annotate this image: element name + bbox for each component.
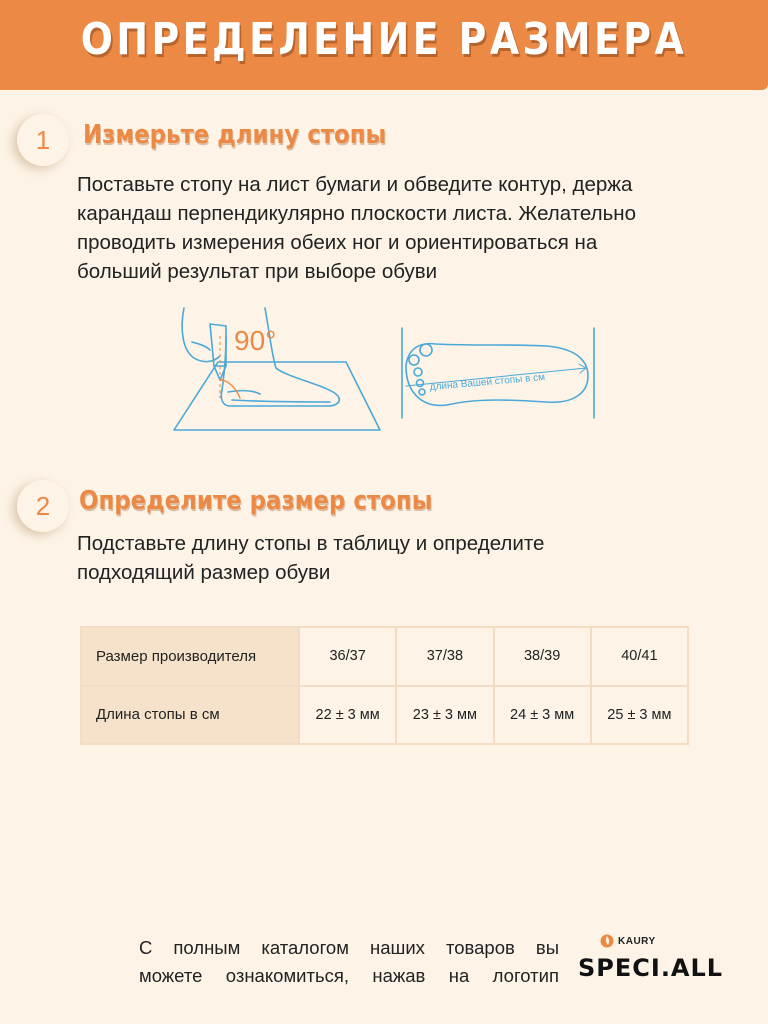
brand-logo-link[interactable]	[578, 932, 732, 984]
speciall-logo-text: SPECI.ALL	[578, 954, 724, 982]
kaury-text: KAURY	[618, 935, 656, 947]
pencil-shape	[210, 324, 226, 366]
length-label: длина Вашей стопы в см	[429, 371, 546, 393]
table-row	[81, 627, 688, 686]
flame-icon	[600, 934, 614, 948]
step-2-line: подходящий размер обуви	[77, 561, 331, 584]
angle-label: 90°	[234, 325, 277, 356]
step-1-number: 1	[35, 125, 51, 155]
page-title: ОПРЕДЕЛЕНИЕ РАЗМЕРА	[80, 14, 688, 65]
table-cell: 37/38	[396, 627, 493, 686]
step-2-title: Определите размер стопы	[79, 486, 433, 516]
row-label: Размер производителя	[81, 627, 299, 686]
table-cell: 38/39	[494, 627, 591, 686]
table-cell: 22 ± 3 мм	[299, 686, 396, 745]
foot-measuring-illustration	[170, 306, 386, 436]
step-1-badge	[17, 114, 69, 166]
step-1-title: Измерьте длину стопы	[83, 120, 387, 150]
step-2-text	[77, 529, 717, 587]
catalog-note-line: можете ознакомиться, нажав на логотип	[139, 965, 559, 986]
paper-sheet-shape	[174, 362, 380, 430]
step-1-line: карандаш перпендикулярно плоскости листа. Желательно	[77, 202, 636, 225]
step-2-line: Подставьте длину стопы в таблицу и определите	[77, 532, 545, 555]
table-cell: 25 ± 3 мм	[591, 686, 688, 745]
table-cell: 40/41	[591, 627, 688, 686]
step-1-line: Поставьте стопу на лист бумаги и обведите контур, держа	[77, 173, 633, 196]
catalog-note	[139, 934, 559, 990]
step-2-badge	[17, 480, 69, 532]
step-1-text	[77, 170, 717, 286]
table-cell: 36/37	[299, 627, 396, 686]
header-banner	[0, 0, 768, 90]
step-1-line: проводить измерения обеих ног и ориентироваться на	[77, 231, 598, 254]
catalog-note-line: С полным каталогом наших товаров вы	[139, 937, 559, 958]
row-label: Длина стопы в см	[81, 686, 299, 745]
step-1-line: больший результат при выборе обуви	[77, 260, 438, 283]
table-cell: 24 ± 3 мм	[494, 686, 591, 745]
table-cell: 23 ± 3 мм	[396, 686, 493, 745]
size-table	[80, 626, 689, 745]
foot-contour-shape	[406, 344, 588, 406]
foot-length-illustration	[396, 326, 602, 420]
kaury-logo	[600, 934, 656, 948]
step-2-number: 2	[35, 491, 51, 521]
table-row	[81, 686, 688, 745]
